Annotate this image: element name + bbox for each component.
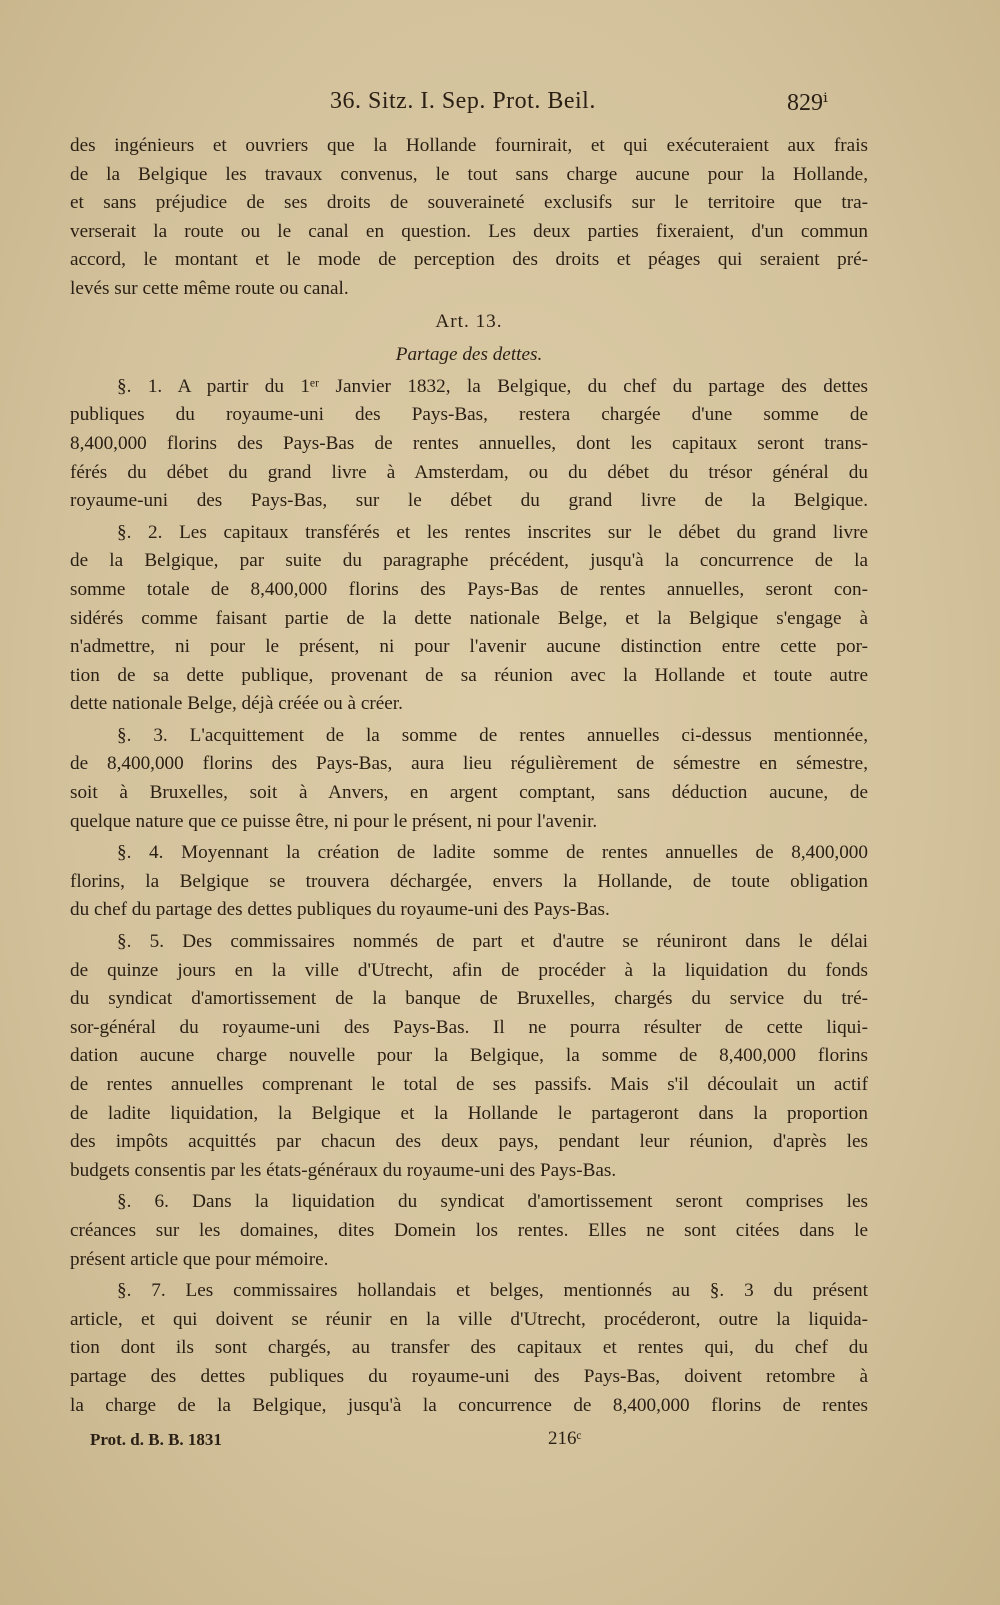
paragraph-3 — [70, 722, 868, 836]
text-line: §. 1. A partir du 1ᵉʳ Janvier 1832, la Belgique, du chef du partage des dettes — [117, 375, 868, 397]
text-line: de la Belgique, par suite du paragraphe précédent, jusqu'à la concurrence de la — [70, 550, 868, 572]
text-line: dation aucune charge nouvelle pour la Belgique, la somme de 8,400,000 florins — [70, 1045, 868, 1067]
text-line: du syndicat d'amortissement de la banque de Bruxelles, chargés du service du tré- — [70, 988, 868, 1010]
text-line: de la Belgique les travaux convenus, le tout sans charge aucune pour la Hollande, — [70, 163, 868, 185]
text-line: tion de sa dette publique, provenant de sa réunion avec la Hollande et toute autre — [70, 664, 868, 686]
text-line: de quinze jours en la ville d'Utrecht, afin de procéder à la liquidation du fonds — [70, 959, 868, 981]
text-line: §. 7. Les commissaires hollandais et belges, mentionnés au §. 3 du présent — [117, 1280, 868, 1302]
paragraph-2 — [70, 519, 868, 719]
text-line: sidérés comme faisant partie de la dette nationale Belge, et la Belgique s'engage à — [70, 607, 868, 629]
text-line: présent article que pour mémoire. — [70, 1248, 329, 1270]
text-line: des impôts acquittés par chacun des deux pays, pendant leur réunion, d'après les — [70, 1131, 868, 1153]
paragraph-5 — [70, 928, 868, 1185]
text-line: n'admettre, ni pour le présent, ni pour l'avenir aucune distinction entre cette por- — [70, 636, 868, 658]
page-header — [0, 88, 1000, 118]
signature-mark-right: 216ᶜ — [548, 1428, 582, 1449]
text-line: article, et qui doivent se réunir en la ville d'Utrecht, procéderont, outre la liquida- — [70, 1308, 868, 1330]
text-line: §. 2. Les capitaux transférés et les rentes inscrites sur le débet du grand livre — [117, 521, 868, 543]
body-text — [70, 132, 868, 1420]
signature-mark-left: Prot. d. B. B. 1831 — [90, 1430, 222, 1449]
text-line: de 8,400,000 florins des Pays-Bas, aura lieu régulièrement de sémestre en sémestre, — [70, 753, 868, 775]
page-number: 829ⁱ — [787, 90, 828, 116]
text-line: 8,400,000 florins des Pays-Bas de rentes annuelles, dont les capitaux seront trans- — [70, 432, 868, 454]
text-line: dette nationale Belge, déjà créée ou à créer. — [70, 693, 403, 715]
text-line: §. 4. Moyennant la création de ladite somme de rentes annuelles de 8,400,000 — [117, 842, 868, 864]
text-line: férés du débet du grand livre à Amsterdam, ou du débet du trésor général du — [70, 461, 868, 483]
article-subtitle: Partage des dettes. — [395, 344, 543, 366]
text-line: quelque nature que ce puisse être, ni pour le présent, ni pour l'avenir. — [70, 810, 598, 832]
text-line: royaume-uni des Pays-Bas, sur le débet du grand livre de la Belgique. — [70, 490, 868, 512]
text-line: la charge de la Belgique, jusqu'à la concurrence de 8,400,000 florins de rentes — [70, 1394, 868, 1416]
paragraph-4 — [70, 839, 868, 925]
text-line: somme totale de 8,400,000 florins des Pays-Bas de rentes annuelles, seront con- — [70, 578, 868, 600]
text-line: de ladite liquidation, la Belgique et la Hollande le partageront dans la proportion — [70, 1102, 868, 1124]
opening-paragraph — [70, 132, 868, 304]
text-line: §. 3. L'acquittement de la somme de rentes annuelles ci-dessus mentionnée, — [117, 724, 868, 746]
text-line: levés sur cette même route ou canal. — [70, 277, 349, 299]
text-line: budgets consentis par les états-généraux du royaume-uni des Pays-Bas. — [70, 1159, 617, 1181]
text-line: partage des dettes publiques du royaume-uni des Pays-Bas, doivent retombre à — [70, 1365, 868, 1387]
paragraph-7 — [70, 1277, 868, 1420]
text-line: et sans préjudice de ses droits de souveraineté exclusifs sur le territoire que tra- — [70, 192, 868, 214]
text-line: de rentes annuelles comprenant le total de ses passifs. Mais s'il découlait un actif — [70, 1074, 868, 1095]
text-line: publiques du royaume-uni des Pays-Bas, restera chargée d'une somme de — [70, 404, 868, 426]
text-line: §. 6. Dans la liquidation du syndicat d'amortissement seront comprises les — [117, 1191, 868, 1213]
text-line: du chef du partage des dettes publiques du royaume-uni des Pays-Bas. — [70, 899, 610, 921]
paragraph-1 — [70, 373, 868, 516]
text-line: florins, la Belgique se trouvera déchargée, envers la Hollande, de toute obligation — [70, 870, 868, 892]
article-heading: Art. 13. — [435, 310, 503, 332]
text-line: créances sur les domaines, dites Domein los rentes. Elles ne sont citées dans le — [70, 1219, 868, 1241]
text-line: §. 5. Des commissaires nommés de part et d'autre se réuniront dans le délai — [117, 931, 868, 953]
text-line: accord, le montant et le mode de perception des droits et péages qui seraient pré- — [70, 249, 868, 271]
running-head: 36. Sitz. I. Sep. Prot. Beil. — [330, 88, 596, 114]
text-line: soit à Bruxelles, soit à Anvers, en argent comptant, sans déduction aucune, de — [70, 782, 868, 804]
text-line: sor-général du royaume-uni des Pays-Bas. Il ne pourra résulter de cette liqui- — [70, 1016, 868, 1038]
text-line: tion dont ils sont chargés, au transfer des capitaux et rentes qui, du chef du — [70, 1337, 868, 1359]
page-footer — [0, 1430, 1000, 1454]
text-line: verserait la route ou le canal en question. Les deux parties fixeraient, d'un commun — [70, 220, 868, 242]
paragraph-6 — [70, 1188, 868, 1274]
text-line: des ingénieurs et ouvriers que la Hollande fournirait, et qui exécuteraient aux frais — [70, 135, 868, 156]
